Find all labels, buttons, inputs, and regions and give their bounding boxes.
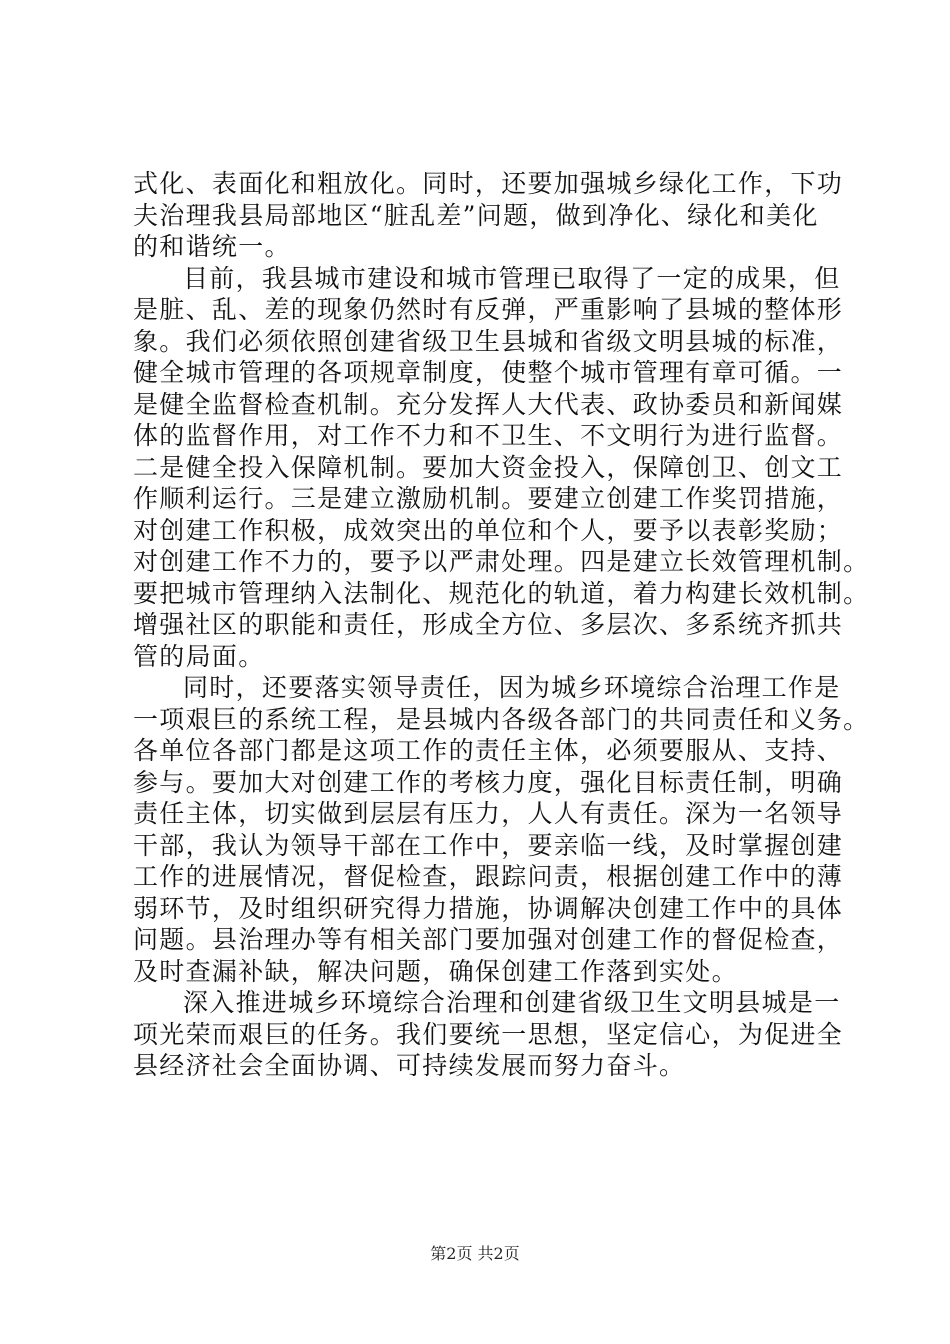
- paragraph-first-line: 同时，还要落实领导责任，因为城乡环境综合治理工作是: [183, 673, 841, 702]
- text-line: 参与。要加大对创建工作的考核力度，强化目标责任制，明确: [133, 767, 844, 797]
- text-line: 对创建工作积极，成效突出的单位和个人，要予以表彰奖励；: [133, 515, 844, 545]
- text-line: 项光荣而艰巨的任务。我们要统一思想，坚定信心，为促进全: [133, 1019, 844, 1049]
- text-line: 对创建工作不力的，要予以严肃处理。四是建立长效管理机制。: [133, 547, 870, 576]
- text-line: 各单位各部门都是这项工作的责任主体，必须要服从、支持、: [133, 736, 844, 765]
- text-line: 夫治理我县局部地区“脏乱差”问题，做到净化、绿化和美化: [133, 200, 819, 230]
- text-line: 象。我们必须依照创建省级卫生县城和省级文明县城的标准，: [133, 326, 844, 356]
- text-line: 问题。县治理办等有相关部门要加强对创建工作的督促检查，: [133, 925, 844, 954]
- text-line: 工作的进展情况，督促检查，跟踪问责，根据创建工作中的薄: [133, 862, 844, 891]
- paragraph-first-line: 目前，我县城市建设和城市管理已取得了一定的成果，但: [183, 263, 841, 293]
- text-line: 一项艰巨的系统工程，是县城内各级各部门的共同责任和义务。: [133, 704, 870, 734]
- text-line: 要把城市管理纳入法制化、规范化的轨道，着力构建长效机制。: [133, 578, 870, 608]
- body-text: [133, 168, 870, 1082]
- text-line: 弱环节，及时组织研究得力措施，协调解决创建工作中的具体: [133, 893, 844, 923]
- text-line: 的和谐统一。: [133, 232, 291, 261]
- text-line: 式化、表面化和粗放化。同时，还要加强城乡绿化工作，下功: [133, 169, 844, 198]
- text-line: 作顺利运行。三是建立激励机制。要建立创建工作奖罚措施，: [133, 484, 844, 513]
- text-line: 责任主体，切实做到层层有压力，人人有责任。深为一名领导: [133, 799, 844, 828]
- text-line: 增强社区的职能和责任，形成全方位、多层次、多系统齐抓共: [133, 610, 844, 639]
- text-line: 是脏、乱、差的现象仍然时有反弹，严重影响了县城的整体形: [133, 295, 844, 324]
- text-line: 管的局面。: [133, 641, 265, 671]
- text-line: 健全城市管理的各项规章制度，使整个城市管理有章可循。一: [133, 358, 844, 387]
- text-line: 是健全监督检查机制。充分发挥人大代表、政协委员和新闻媒: [133, 389, 844, 419]
- text-line: 二是健全投入保障机制。要加大资金投入，保障创卫、创文工: [133, 452, 844, 482]
- text-line: 干部，我认为领导干部在工作中，要亲临一线，及时掌握创建: [133, 830, 844, 860]
- text-line: 县经济社会全面协调、可持续发展而努力奋斗。: [133, 1051, 686, 1080]
- text-line: 体的监督作用，对工作不力和不卫生、不文明行为进行监督。: [133, 421, 844, 450]
- page-footer: 第2页 共2页: [430, 1244, 520, 1263]
- text-line: 及时查漏补缺，解决问题，确保创建工作落到实处。: [133, 956, 738, 986]
- paragraph-first-line: 深入推进城乡环境综合治理和创建省级卫生文明县城是一: [183, 988, 841, 1017]
